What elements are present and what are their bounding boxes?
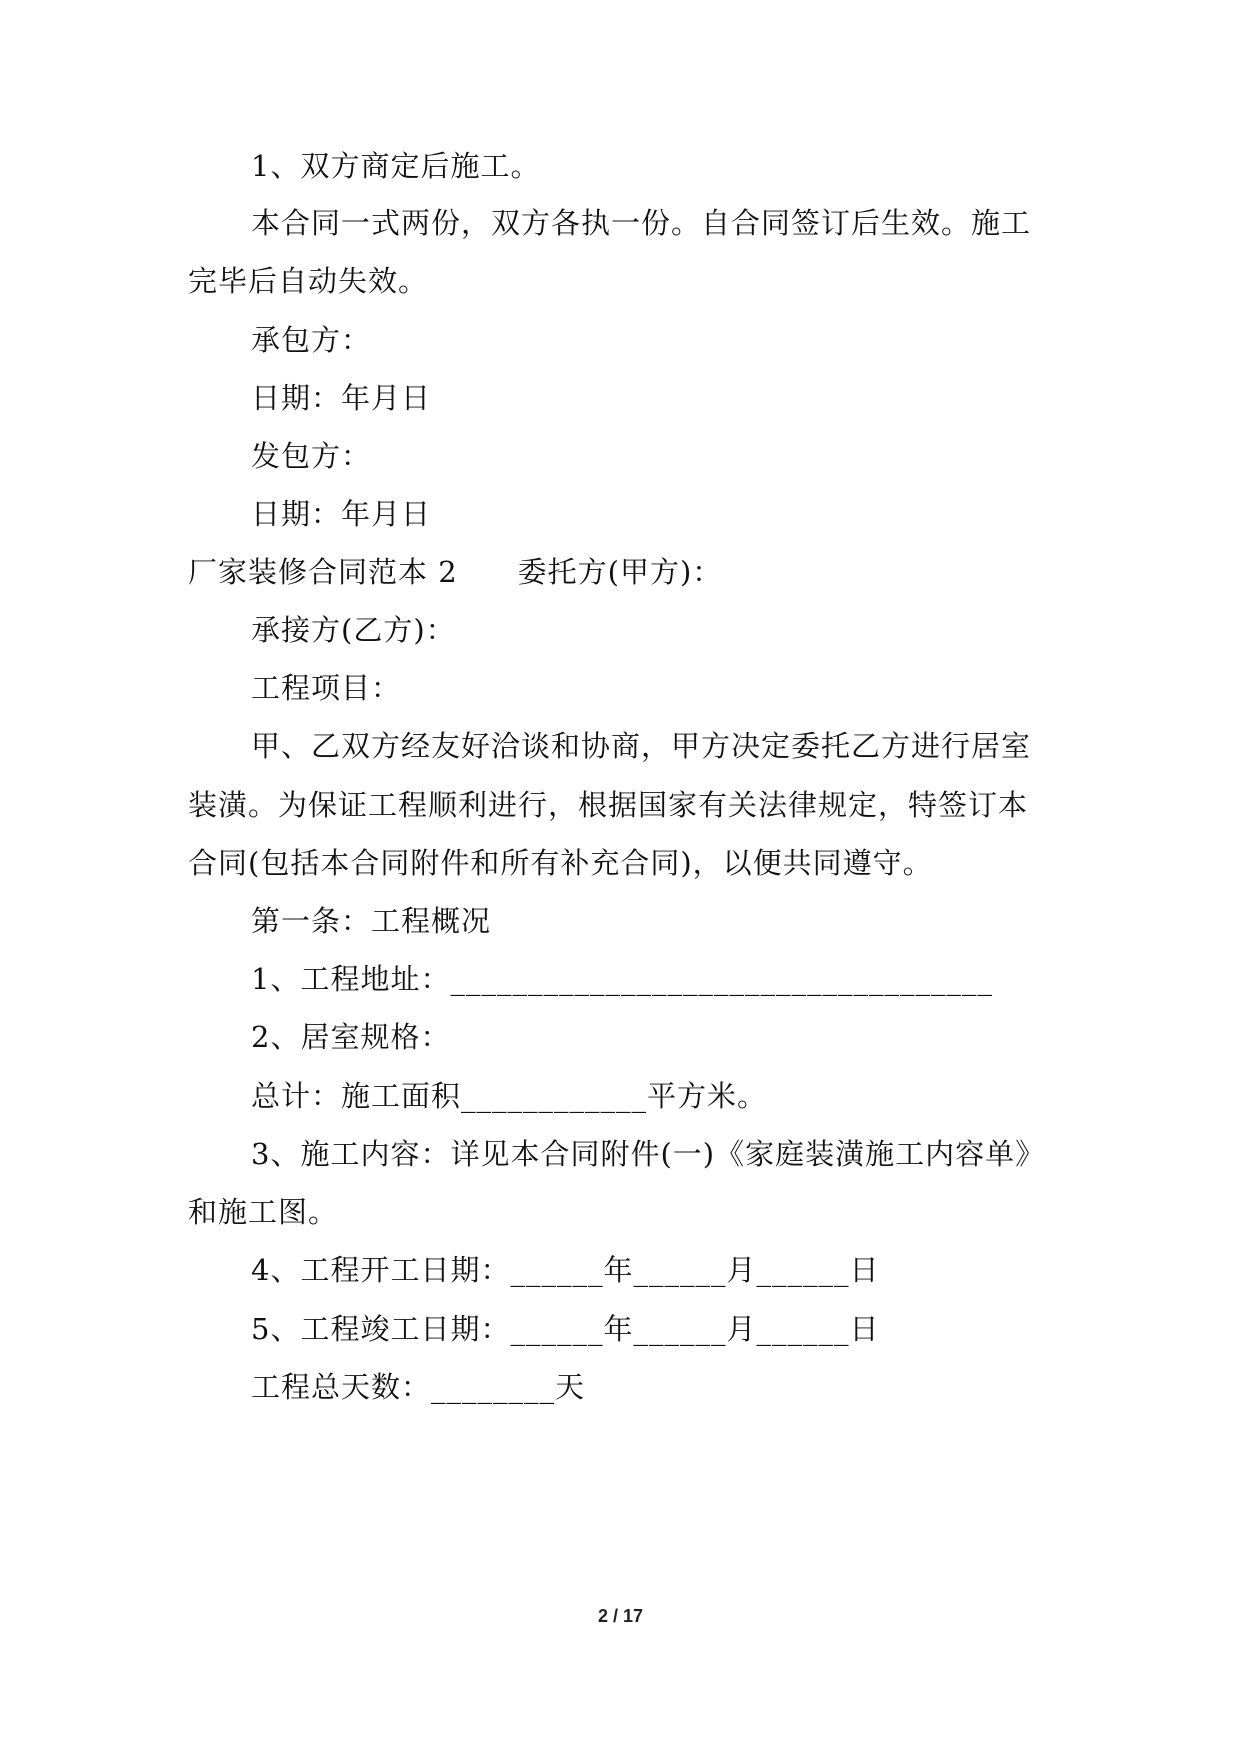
text-line: 装潢。为保证工程顺利进行，根据国家有关法律规定，特签订本 [188,788,1029,822]
date-line: 日期：年月日 [251,381,432,415]
start-date-line: 4、工程开工日期：______年______月______日 [251,1253,880,1287]
signature-label: 发包方： [251,439,372,473]
signature-label: 承包方： [251,323,372,357]
text-line: 甲、乙双方经友好洽谈和协商，甲方决定委托乙方进行居室 [251,729,1032,763]
section-heading-row [188,552,722,592]
text-line: 合同(包括本合同附件和所有补充合同)，以便共同遵守。 [188,846,933,880]
address-line: 1、工程地址：___________________________________ [251,962,993,996]
section-heading: 厂家装修合同范本 2 [188,555,458,589]
text-line: 完毕后自动失效。 [188,264,429,298]
client-label: 委托方(甲方)： [517,555,723,589]
text-line: 和施工图。 [188,1195,339,1229]
text-line: 1、双方商定后施工。 [251,149,541,183]
completion-date-line: 5、工程竣工日期：______年______月______日 [251,1312,880,1346]
project-label: 工程项目： [251,671,402,705]
area-line: 总计：施工面积____________平方米。 [251,1079,768,1113]
contractor-label: 承接方(乙方)： [251,613,456,647]
text-line: 2、居室规格： [251,1020,451,1054]
total-days-line: 工程总天数：________天 [251,1370,586,1404]
article-heading: 第一条：工程概况 [251,904,492,938]
text-line: 本合同一式两份，双方各执一份。自合同签订后生效。施工 [251,206,1032,240]
date-line: 日期：年月日 [251,497,432,531]
text-line: 3、施工内容：详见本合同附件(一)《家庭装潢施工内容单》 [251,1137,1046,1171]
page-number: 2 / 17 [597,1606,644,1626]
